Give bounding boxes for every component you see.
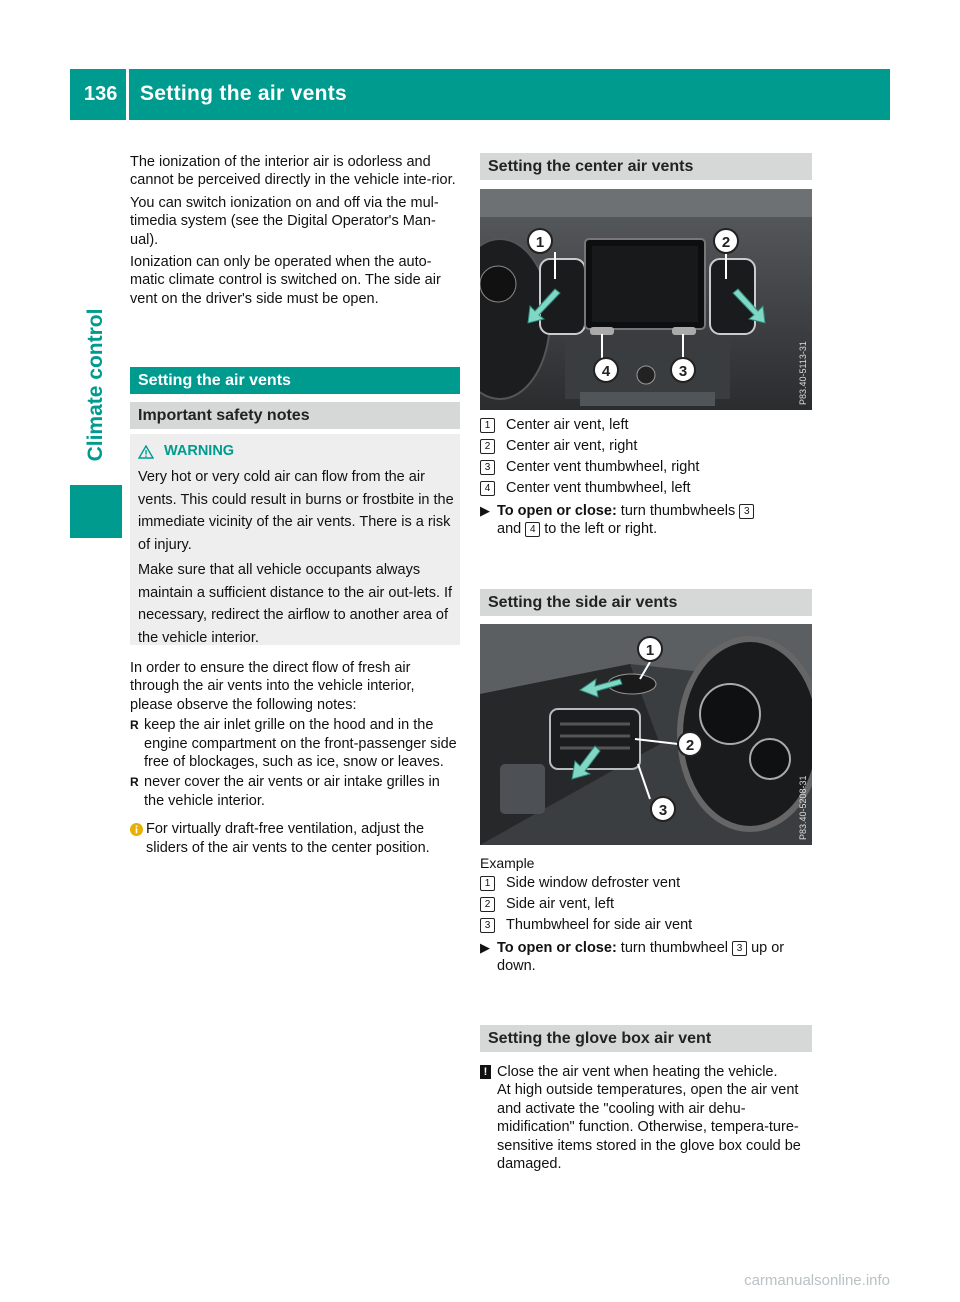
section-heading-center-vents: Setting the center air vents	[480, 153, 812, 180]
side-vents-action	[480, 939, 812, 976]
callout-3	[671, 358, 695, 382]
action-text-mid: and	[497, 521, 526, 538]
bullet-text: keep the air inlet grille on the hood and in the engine compartment on the front-passenger side free of blockages, such as ice, snow or leaves.	[144, 717, 457, 771]
watermark: carmanualsonline.info	[744, 1272, 890, 1289]
legend-number: 1	[480, 418, 495, 433]
image-code: P83.40-5113-31	[798, 341, 808, 405]
bullet-marker: R	[130, 718, 139, 733]
side-tab-label: Climate control	[84, 308, 107, 462]
callout-2	[678, 732, 702, 756]
legend-item-1	[480, 873, 812, 894]
svg-text:2: 2	[685, 737, 695, 754]
action-text-post: up or down.	[497, 940, 785, 975]
side-vents-illustration	[480, 624, 812, 845]
callout-4	[594, 358, 618, 382]
warning-label: WARNING	[164, 443, 235, 459]
svg-text:3: 3	[658, 802, 668, 819]
section-heading-side-vents: Setting the side air vents	[480, 589, 812, 616]
legend-number: 1	[480, 876, 495, 891]
glove-box-note	[480, 1063, 812, 1173]
safety-instruction: In order to ensure the direct flow of fresh air through the air vents into the vehicle interior, please observe the following notes:	[130, 660, 415, 713]
page-number: 136	[84, 83, 118, 105]
page-header	[70, 69, 890, 120]
warning-triangle-icon	[138, 445, 154, 459]
safety-bullet-1	[130, 716, 460, 771]
intro-text	[130, 153, 460, 308]
info-text: For virtually draft-free ventilation, adjust the sliders of the air vents to the center position.	[146, 821, 430, 856]
legend-text: Center air vent, left	[506, 417, 629, 433]
page-title: Setting the air vents	[140, 82, 348, 105]
subsection-heading-safety: Important safety notes	[130, 402, 460, 429]
intro-paragraph-1: The ionization of the interior air is odorless and cannot be perceived directly in the vehicle inte-rior.	[130, 154, 456, 189]
legend-item-2	[480, 894, 812, 915]
side-vents-legend	[480, 853, 812, 976]
svg-text:2: 2	[721, 234, 731, 251]
info-note	[130, 820, 460, 857]
legend-number: 3	[480, 918, 495, 933]
section-heading-air-vents: Setting the air vents	[130, 367, 460, 394]
image-code: P83.40-5208-31	[798, 775, 808, 840]
action-arrow-icon: ▶	[480, 940, 490, 955]
svg-text:3: 3	[678, 363, 688, 380]
side-tab-marker	[70, 485, 122, 538]
legend-item-3	[480, 915, 812, 936]
legend-text: Side window defroster vent	[506, 875, 681, 891]
action-text-pre: turn thumbwheels	[616, 503, 740, 519]
inline-number: 3	[732, 941, 747, 956]
svg-text:4: 4	[601, 363, 611, 380]
legend-item-1	[480, 415, 812, 436]
callout-1	[528, 229, 552, 253]
callout-3	[651, 797, 675, 821]
callout-1	[638, 637, 662, 661]
legend-number: 2	[480, 439, 495, 454]
caution-lead: Close the air vent when heating the vehicle.	[497, 1064, 778, 1080]
svg-text:1: 1	[535, 234, 545, 251]
legend-text: Thumbwheel for side air vent	[506, 917, 693, 933]
legend-number: 3	[480, 460, 495, 475]
legend-text: Side air vent, left	[506, 896, 614, 912]
header-divider	[126, 69, 129, 120]
legend-item-2	[480, 436, 812, 457]
callout-2	[714, 229, 738, 253]
caution-icon: !	[480, 1065, 491, 1079]
center-vents-image	[480, 189, 812, 410]
action-label: To open or close:	[497, 940, 617, 956]
bullet-text: never cover the air vents or air intake grilles in the vehicle interior.	[144, 774, 440, 809]
action-label: To open or close:	[497, 503, 617, 519]
legend-number: 2	[480, 897, 495, 912]
legend-text: Center vent thumbwheel, left	[506, 480, 691, 496]
legend-item-3	[480, 457, 812, 478]
info-icon	[130, 823, 143, 836]
center-vents-action	[480, 502, 812, 539]
warning-box	[130, 434, 460, 645]
bullet-marker: R	[130, 775, 139, 790]
action-arrow-icon: ▶	[480, 503, 490, 518]
intro-paragraph-2: You can switch ionization on and off via the mul-timedia system (see the Digital Operator's Man-ual).	[130, 194, 439, 248]
action-text-pre: turn thumbwheel	[616, 940, 733, 956]
center-vents-illustration	[480, 189, 812, 410]
legend-text: Center vent thumbwheel, right	[506, 459, 700, 475]
caution-text: At high outside temperatures, open the air vent and activate the "cooling with air dehu-midification" function. Otherwise, tempera-ture-sensitive items stored in the glove box could be damaged.	[497, 1082, 801, 1173]
warning-text-2: Make sure that all vehicle occupants always maintain a sufficient distance to the air out-lets. If necessary, redirect the airflow to another area of the vehicle interior.	[138, 562, 453, 646]
inline-number: 4	[525, 522, 540, 537]
safety-notes	[130, 659, 460, 857]
side-tab	[70, 285, 122, 485]
legend-item-4	[480, 478, 812, 499]
center-vents-legend	[480, 415, 812, 539]
legend-number: 4	[480, 481, 495, 496]
legend-text: Center air vent, right	[506, 438, 638, 454]
inline-number: 3	[739, 504, 754, 519]
example-label: Example	[480, 855, 535, 871]
side-vents-image	[480, 624, 812, 845]
warning-text-1: Very hot or very cold air can flow from the air vents. This could result in burns or frostbite in the immediate vicinity of the air vents. There is a risk of injury.	[138, 469, 454, 553]
svg-text:1: 1	[645, 642, 655, 659]
caution-note	[480, 1063, 812, 1173]
action-text-post: to the left or right.	[540, 521, 658, 538]
safety-bullet-2	[130, 773, 460, 810]
intro-paragraph-3: Ionization can only be operated when the auto-matic climate control is switched on. The side air vent on the driver's side must be open.	[130, 254, 441, 307]
section-heading-glove-box: Setting the glove box air vent	[480, 1025, 812, 1052]
